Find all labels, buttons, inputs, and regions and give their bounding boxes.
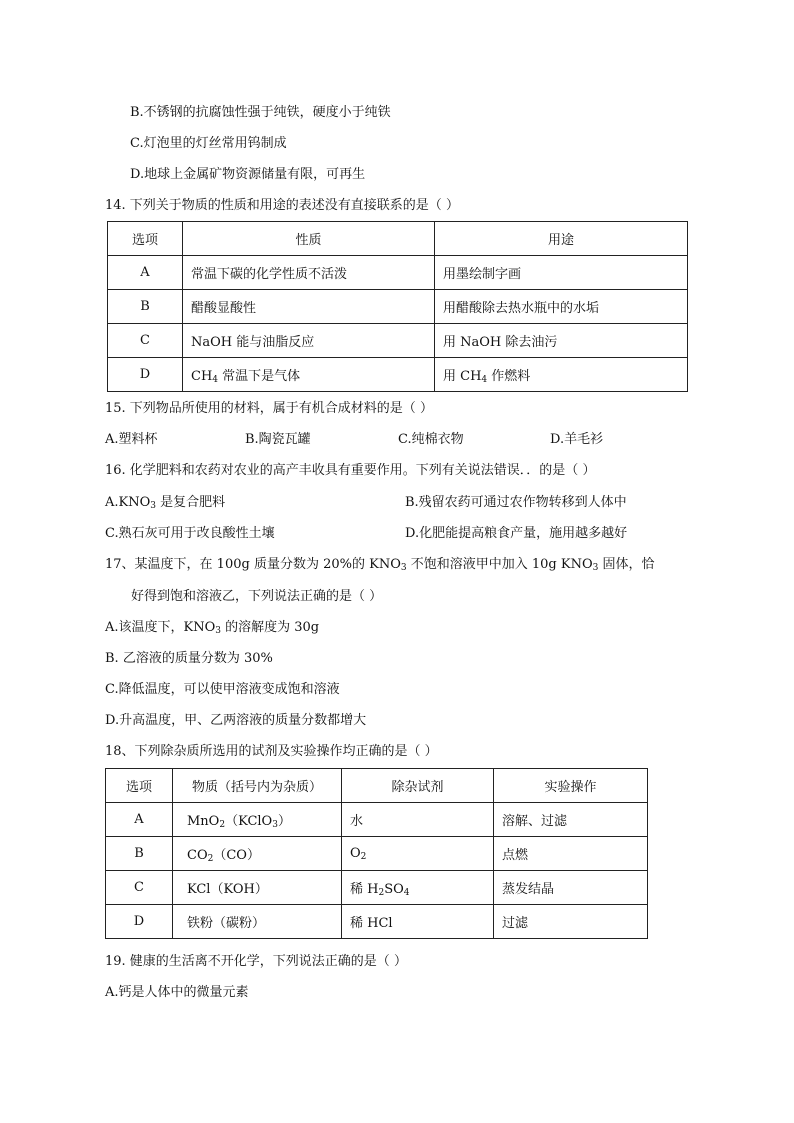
q17-option-a: A.该温度下，$KNO_3$ 的溶解度为 30g: [105, 620, 320, 636]
table-header-cell: 物质（括号内为杂质）: [173, 769, 342, 803]
q19-option-a: A.钙是人体中的微量元素: [105, 985, 249, 1000]
table-cell: $CO_2(CO)$: [173, 837, 342, 871]
q15-option-d: D.羊毛衫: [550, 432, 604, 447]
q15-stem: 15. 下列物品所使用的材料，属于有机合成材料的是（ ）: [105, 401, 433, 416]
table-cell: 蒸发结晶: [494, 871, 648, 905]
q17-option-b: B. 乙溶液的质量分数为 30%: [105, 651, 273, 666]
q16-stem: 16. 化学肥料和农药对农业的高产丰收具有重要作用。下列有关说法错误．．的是（ ）: [105, 463, 596, 478]
table-header-cell: 性质: [183, 222, 435, 256]
table-header-row: [106, 769, 648, 803]
q19-stem: 19. 健康的生活离不开化学，下列说法正确的是（ ）: [105, 954, 407, 969]
q16-option-b: B.残留农药可通过农作物转移到人体中: [405, 495, 627, 510]
table-cell: $CH_4$ 常温下是气体: [183, 358, 435, 392]
q16-option-a: $A.KNO_3$ 是复合肥料: [105, 495, 226, 511]
table-cell: C: [106, 871, 173, 905]
table-cell: 溶解、过滤: [494, 803, 648, 837]
table-row: [108, 256, 688, 290]
table-cell: 点燃: [494, 837, 648, 871]
q14-table: [107, 221, 688, 392]
table-cell: 稀 $H_2SO_4$: [342, 871, 494, 905]
q15-option-c: C.纯棉衣物: [398, 432, 464, 447]
table-cell: 铁粉（碳粉）: [173, 905, 342, 939]
q18-table: [105, 768, 648, 939]
table-cell: 用 NaOH 除去油污: [435, 324, 688, 358]
table-row: [106, 871, 648, 905]
table-cell: C: [108, 324, 183, 358]
table-row: [108, 358, 688, 392]
table-row: [108, 324, 688, 358]
table-header-row: [108, 222, 688, 256]
table-cell: 水: [342, 803, 494, 837]
q13-option-d: D.地球上金属矿物资源储量有限，可再生: [130, 167, 366, 182]
table-cell: 用墨绘制字画: [435, 256, 688, 290]
q15-option-a: A.塑料杯: [105, 432, 158, 447]
table-header-cell: 选项: [108, 222, 183, 256]
table-cell: MnO$_2$（KClO$_3$）: [173, 803, 342, 837]
table-cell: B: [108, 290, 183, 324]
table-row: [106, 905, 648, 939]
table-cell: D: [106, 905, 173, 939]
table-cell: 用 $CH_4$ 作燃料: [435, 358, 688, 392]
q13-option-c: C.灯泡里的灯丝常用钨制成: [130, 136, 287, 151]
q17-option-d: D.升高温度，甲、乙两溶液的质量分数都增大: [105, 713, 367, 728]
table-cell: B: [106, 837, 173, 871]
q13-option-b: B.不锈钢的抗腐蚀性强于纯铁，硬度小于纯铁: [130, 105, 391, 120]
table-cell: A: [106, 803, 173, 837]
table-header-cell: 用途: [435, 222, 688, 256]
q16-option-c: C.熟石灰可用于改良酸性土壤: [105, 526, 275, 541]
table-header-cell: 实验操作: [494, 769, 648, 803]
table-cell: 用醋酸除去热水瓶中的水垢: [435, 290, 688, 324]
q14-stem: 14. 下列关于物质的性质和用途的表述没有直接联系的是（ ）: [105, 198, 459, 213]
table-row: [106, 803, 648, 837]
q15-option-b: B.陶瓷瓦罐: [245, 432, 311, 447]
q17-stem-line2: 好得到饱和溶液乙，下列说法正确的是（ ）: [131, 589, 383, 604]
q17-option-c: C.降低温度，可以使甲溶液变成饱和溶液: [105, 682, 340, 697]
table-row: [108, 290, 688, 324]
table-header-cell: 除杂试剂: [342, 769, 494, 803]
table-cell: 常温下碳的化学性质不活泼: [183, 256, 435, 290]
table-cell: A: [108, 256, 183, 290]
table-cell: KCl（KOH）: [173, 871, 342, 905]
table-cell: 过滤: [494, 905, 648, 939]
table-cell: 醋酸显酸性: [183, 290, 435, 324]
table-header-cell: 选项: [106, 769, 173, 803]
table-cell: D: [108, 358, 183, 392]
q17-stem-line1: 17、某温度下，在 100g 质量分数为 20%的 $KNO_3$ 不饱和溶液甲中加入 10g $KNO_3$ 固体，恰: [105, 557, 655, 573]
q18-stem: 18、下列除杂质所选用的试剂及实验操作均正确的是（ ）: [105, 744, 438, 759]
table-cell: NaOH 能与油脂反应: [183, 324, 435, 358]
table-cell: $O_2$: [342, 837, 494, 871]
table-row: [106, 837, 648, 871]
q16-option-d: D.化肥能提高粮食产量，施用越多越好: [405, 526, 628, 541]
table-cell: 稀 HCl: [342, 905, 494, 939]
